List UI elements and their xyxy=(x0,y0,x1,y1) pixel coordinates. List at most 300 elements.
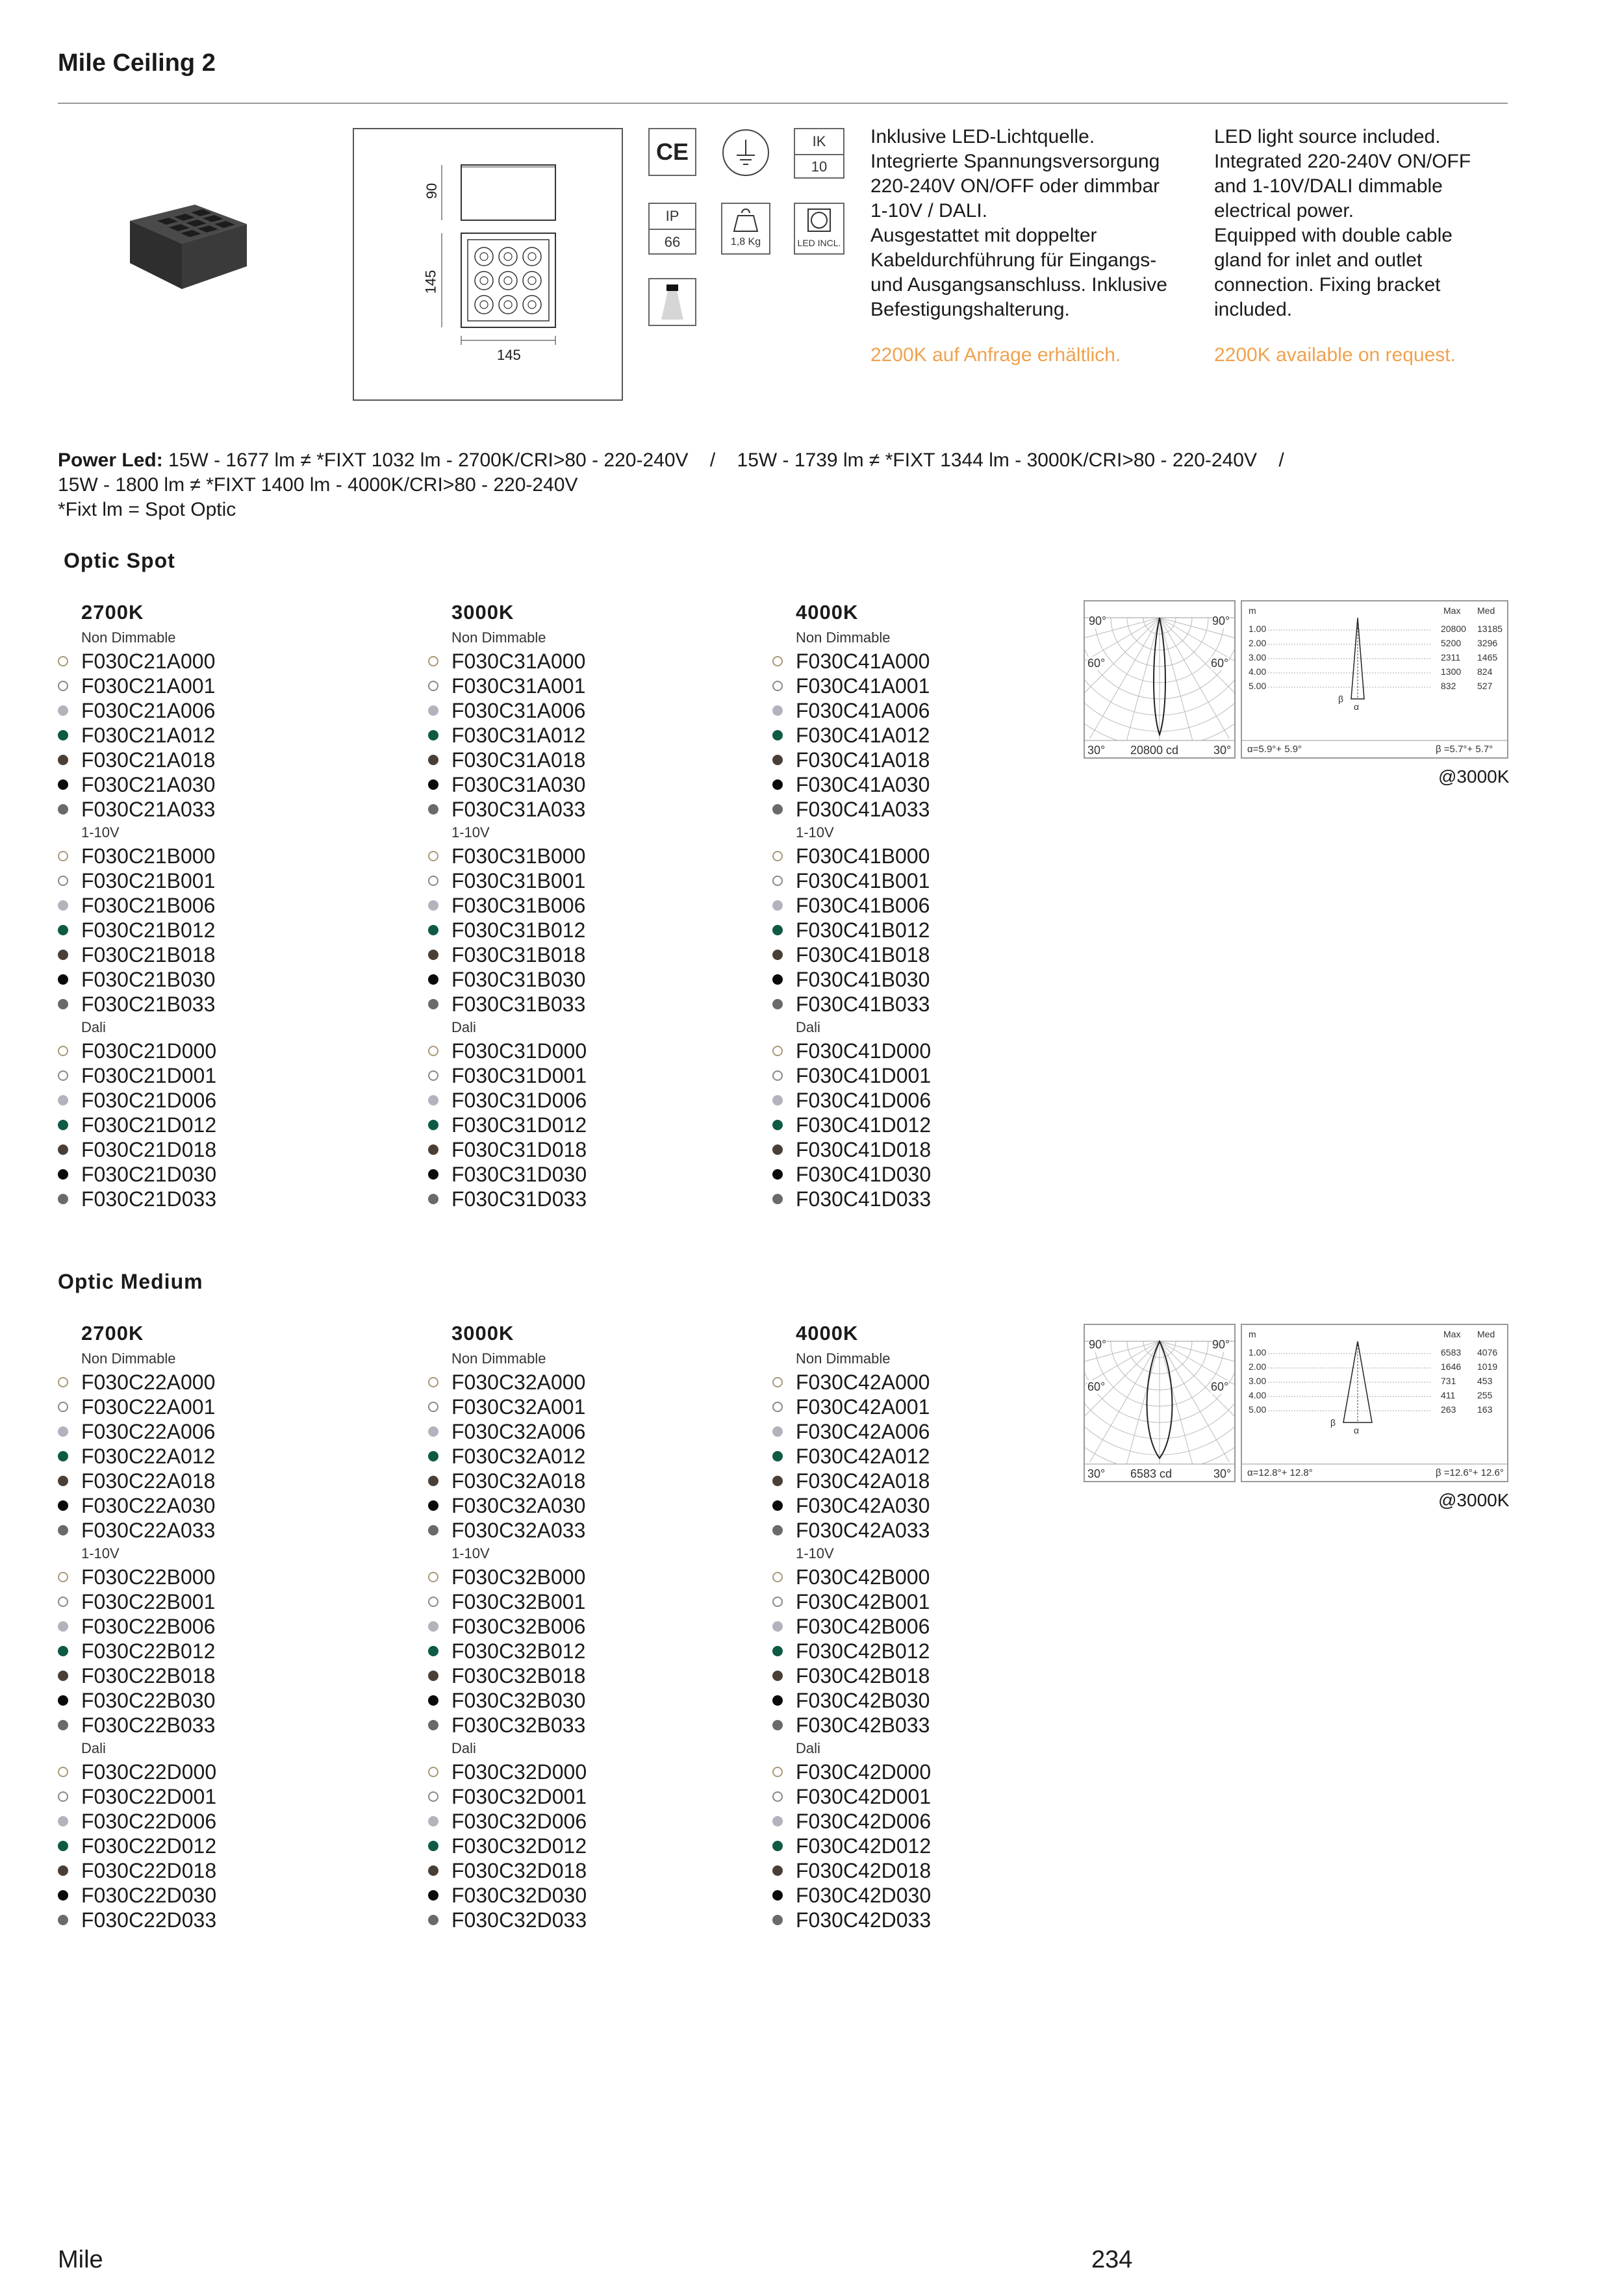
polar-angle-label: 90° xyxy=(1089,614,1107,627)
product-code: F030C42D006 xyxy=(796,1810,932,1833)
polar-angle-label: 90° xyxy=(1089,1338,1107,1351)
product-code-row xyxy=(81,1137,393,1162)
product-code: F030C32D001 xyxy=(451,1785,587,1808)
product-code-row xyxy=(451,1713,763,1737)
finish-color-swatch xyxy=(428,1500,438,1511)
finish-color-swatch xyxy=(428,1120,438,1130)
description-en: LED light source included. Integrated 220-240V ON/OFF and 1-10V/DALI dimmable electrical power. Equipped with double cable gland for inlet and outlet connection. Fixing bracket included. xyxy=(1214,126,1471,320)
finish-color-swatch xyxy=(58,779,68,790)
product-code: F030C42B018 xyxy=(796,1664,930,1687)
finish-color-swatch xyxy=(772,1500,783,1511)
product-code-row xyxy=(81,1858,393,1883)
finish-color-swatch xyxy=(58,1451,68,1461)
product-code-row xyxy=(81,772,393,797)
product-code: F030C32A018 xyxy=(451,1469,586,1493)
product-code: F030C41B033 xyxy=(796,992,930,1016)
finish-color-swatch xyxy=(428,1525,438,1535)
product-code-row xyxy=(451,1883,763,1908)
product-code: F030C32B033 xyxy=(451,1713,586,1737)
finish-color-swatch xyxy=(772,1865,783,1876)
product-code: F030C32D033 xyxy=(451,1908,587,1932)
product-code: F030C41B012 xyxy=(796,918,930,942)
product-code-row xyxy=(451,1589,763,1614)
product-code: F030C22A006 xyxy=(81,1420,216,1443)
med-lux-value: 1465 xyxy=(1477,652,1498,663)
product-code: F030C31B030 xyxy=(451,968,586,991)
finish-color-swatch xyxy=(772,1572,783,1582)
product-code-row xyxy=(81,649,393,674)
dim-width: 145 xyxy=(497,347,521,363)
product-code-row xyxy=(451,1162,763,1187)
product-code-row xyxy=(81,723,393,748)
product-code-row xyxy=(81,1370,393,1395)
finish-color-swatch xyxy=(772,1695,783,1706)
svg-text:CE: CE xyxy=(655,138,689,165)
finish-color-swatch xyxy=(428,1095,438,1105)
product-code-row xyxy=(451,1063,763,1088)
product-code: F030C22A000 xyxy=(81,1371,216,1394)
finish-color-swatch xyxy=(428,876,438,886)
column-heading: 3000K xyxy=(451,601,514,624)
product-code-row xyxy=(796,1639,1108,1663)
product-code: F030C31D006 xyxy=(451,1089,587,1112)
product-code: F030C31D033 xyxy=(451,1187,587,1211)
finish-color-swatch xyxy=(428,1890,438,1901)
product-code: F030C32A006 xyxy=(451,1420,586,1443)
product-code: F030C42D018 xyxy=(796,1859,932,1882)
footer-family: Mile xyxy=(58,2246,103,2273)
finish-color-swatch xyxy=(428,705,438,716)
table-header-m: m xyxy=(1249,605,1256,616)
finish-color-swatch xyxy=(428,1767,438,1777)
driver-group-label: Dali xyxy=(796,1740,820,1756)
product-code: F030C42D000 xyxy=(796,1760,932,1784)
product-code: F030C32B006 xyxy=(451,1615,586,1638)
product-code-row xyxy=(796,942,1108,967)
product-code: F030C31B018 xyxy=(451,943,586,966)
product-code-row xyxy=(451,1187,763,1211)
beta-angle: β =12.6°+ 12.6° xyxy=(1436,1467,1504,1478)
finish-color-swatch xyxy=(428,1402,438,1412)
finish-color-swatch xyxy=(772,1169,783,1180)
dim-side: 145 xyxy=(422,270,439,294)
finish-color-swatch xyxy=(58,876,68,886)
finish-color-swatch xyxy=(58,1169,68,1180)
product-code-row xyxy=(796,893,1108,918)
product-code-row xyxy=(81,893,393,918)
product-code: F030C31A018 xyxy=(451,748,586,772)
product-code: F030C22B033 xyxy=(81,1713,216,1737)
driver-group-label: 1-10V xyxy=(81,1545,120,1561)
page-number: 234 xyxy=(1091,2246,1133,2273)
max-lux-value: 832 xyxy=(1441,681,1456,691)
led-incl-label: LED INCL. xyxy=(797,238,841,248)
product-code: F030C21D030 xyxy=(81,1163,217,1186)
product-code-row xyxy=(451,1908,763,1932)
product-code: F030C31D030 xyxy=(451,1163,587,1186)
finish-color-swatch xyxy=(58,851,68,861)
product-code-row xyxy=(451,1113,763,1137)
driver-group-label: Non Dimmable xyxy=(451,1350,546,1367)
product-code: F030C22D006 xyxy=(81,1810,217,1833)
finish-color-swatch xyxy=(58,1144,68,1155)
finish-color-swatch xyxy=(428,1169,438,1180)
product-code-row xyxy=(451,1469,763,1493)
product-code: F030C32B030 xyxy=(451,1689,586,1712)
product-code-row xyxy=(796,1187,1108,1211)
product-code-row xyxy=(796,1784,1108,1809)
polar-curve-diagram xyxy=(1084,1324,1236,1482)
product-code-row xyxy=(451,1444,763,1469)
finish-color-swatch xyxy=(772,1841,783,1851)
column-heading: 4000K xyxy=(796,1322,859,1345)
product-code-row xyxy=(796,649,1108,674)
cct-column-2700k xyxy=(81,601,393,1211)
polar-angle-label: 30° xyxy=(1087,744,1106,757)
product-code: F030C21A018 xyxy=(81,748,216,772)
finish-color-swatch xyxy=(58,974,68,985)
alpha-symbol: α xyxy=(1354,1425,1360,1435)
product-code-row xyxy=(81,1713,393,1737)
finish-color-swatch xyxy=(58,1046,68,1056)
product-code-row xyxy=(81,1908,393,1932)
finish-color-swatch xyxy=(428,1451,438,1461)
finish-color-swatch xyxy=(772,681,783,691)
product-code: F030C22D018 xyxy=(81,1859,217,1882)
product-code: F030C32A012 xyxy=(451,1445,586,1468)
product-code-row xyxy=(451,748,763,772)
product-code-row xyxy=(796,1760,1108,1784)
finish-color-swatch xyxy=(58,1070,68,1081)
driver-group-label: Non Dimmable xyxy=(81,1350,176,1367)
product-code-row xyxy=(451,1137,763,1162)
finish-color-swatch xyxy=(58,656,68,666)
product-code-row xyxy=(451,893,763,918)
product-code-row xyxy=(451,1518,763,1543)
driver-group-label: Dali xyxy=(451,1740,476,1756)
finish-color-swatch xyxy=(58,999,68,1009)
finish-color-swatch xyxy=(428,1194,438,1204)
finish-color-swatch xyxy=(428,779,438,790)
distance-value: 3.00 xyxy=(1249,1376,1267,1386)
product-code: F030C21A000 xyxy=(81,650,216,673)
product-code-row xyxy=(796,918,1108,942)
product-code: F030C31A030 xyxy=(451,773,586,796)
driver-group-label: 1-10V xyxy=(451,1545,490,1561)
peak-intensity-label: 6583 cd xyxy=(1130,1467,1173,1480)
product-code-row xyxy=(796,1039,1108,1063)
finish-color-swatch xyxy=(772,876,783,886)
product-code: F030C42A001 xyxy=(796,1395,930,1419)
finish-color-swatch xyxy=(58,1120,68,1130)
product-code: F030C22A018 xyxy=(81,1469,216,1493)
finish-color-swatch xyxy=(772,1915,783,1925)
finish-color-swatch xyxy=(58,1500,68,1511)
note-2200k-de: 2200K auf Anfrage erhältlich. xyxy=(870,344,1121,366)
product-code-row xyxy=(81,1809,393,1834)
product-code-row xyxy=(81,1663,393,1688)
product-photo xyxy=(117,195,260,292)
product-code-row xyxy=(451,1809,763,1834)
polar-angle-label: 30° xyxy=(1087,1467,1106,1480)
ip-rating-badge: IP 66 xyxy=(648,203,696,255)
driver-group-label: Non Dimmable xyxy=(796,1350,891,1367)
product-code-row xyxy=(81,1688,393,1713)
table-header-max: Max xyxy=(1443,1329,1461,1339)
finish-color-swatch xyxy=(772,1377,783,1387)
product-code: F030C21B018 xyxy=(81,943,216,966)
finish-color-swatch xyxy=(428,804,438,815)
product-code: F030C41A012 xyxy=(796,724,930,747)
product-code-row xyxy=(81,1395,393,1419)
ce-mark-icon xyxy=(648,128,696,176)
product-code-row xyxy=(81,1614,393,1639)
product-code-row xyxy=(796,1419,1108,1444)
illuminance-table xyxy=(1241,600,1508,759)
product-code-row xyxy=(81,1113,393,1137)
product-code: F030C42B006 xyxy=(796,1615,930,1638)
product-code-row xyxy=(796,1137,1108,1162)
med-lux-value: 3296 xyxy=(1477,638,1498,648)
product-code-row xyxy=(451,1639,763,1663)
spot-optic-icon xyxy=(648,278,696,326)
driver-group-label: 1-10V xyxy=(796,824,834,840)
finish-color-swatch xyxy=(772,1671,783,1681)
finish-color-swatch xyxy=(772,1816,783,1826)
product-code-row xyxy=(81,1162,393,1187)
product-code-row xyxy=(451,1858,763,1883)
product-code: F030C21D018 xyxy=(81,1138,217,1161)
product-code: F030C41D033 xyxy=(796,1187,932,1211)
polar-angle-label: 60° xyxy=(1087,657,1106,670)
product-code: F030C21A033 xyxy=(81,798,216,821)
product-code: F030C21D006 xyxy=(81,1089,217,1112)
product-code: F030C31D000 xyxy=(451,1039,587,1063)
cct-column-4000k xyxy=(796,601,1108,1211)
table-header-max: Max xyxy=(1443,605,1461,616)
finish-color-swatch xyxy=(772,1120,783,1130)
product-code: F030C31B012 xyxy=(451,918,586,942)
product-code-row xyxy=(81,1834,393,1858)
product-code-row xyxy=(81,674,393,698)
finish-color-swatch xyxy=(772,730,783,740)
finish-color-swatch xyxy=(58,1841,68,1851)
product-code: F030C42B001 xyxy=(796,1590,930,1613)
product-code: F030C32B018 xyxy=(451,1664,586,1687)
product-code: F030C31B000 xyxy=(451,844,586,868)
product-code-row xyxy=(81,1039,393,1063)
finish-color-swatch xyxy=(58,1816,68,1826)
finish-color-swatch xyxy=(772,804,783,815)
page-title: Mile Ceiling 2 xyxy=(58,49,216,77)
finish-color-swatch xyxy=(428,1915,438,1925)
product-code: F030C41B000 xyxy=(796,844,930,868)
distance-value: 4.00 xyxy=(1249,666,1267,677)
product-code-row xyxy=(81,1883,393,1908)
product-code: F030C21B030 xyxy=(81,968,216,991)
product-code: F030C32A000 xyxy=(451,1371,586,1394)
product-code-row xyxy=(81,1784,393,1809)
product-code: F030C32A001 xyxy=(451,1395,586,1419)
power-line-3: *Fixt lm = Spot Optic xyxy=(58,499,236,520)
product-code-row xyxy=(796,1834,1108,1858)
product-code: F030C41B030 xyxy=(796,968,930,991)
polar-angle-label: 60° xyxy=(1211,1380,1229,1393)
finish-color-swatch xyxy=(428,1070,438,1081)
finish-color-swatch xyxy=(58,1194,68,1204)
product-code: F030C22B000 xyxy=(81,1565,216,1589)
finish-color-swatch xyxy=(772,1194,783,1204)
product-code: F030C32D018 xyxy=(451,1859,587,1882)
product-code-row xyxy=(796,797,1108,822)
product-code: F030C42A030 xyxy=(796,1494,930,1517)
finish-color-swatch xyxy=(58,1791,68,1802)
product-code: F030C22B001 xyxy=(81,1590,216,1613)
finish-color-swatch xyxy=(428,925,438,935)
product-code-row xyxy=(451,1760,763,1784)
product-code-row xyxy=(796,723,1108,748)
column-heading: 2700K xyxy=(81,601,144,624)
product-code: F030C22A033 xyxy=(81,1519,216,1542)
product-code-row xyxy=(451,1088,763,1113)
ik-rating-badge: IK 10 xyxy=(794,128,844,179)
finish-color-swatch xyxy=(428,1426,438,1437)
finish-color-swatch xyxy=(58,1476,68,1486)
driver-group-label: Non Dimmable xyxy=(81,629,176,646)
finish-color-swatch xyxy=(58,804,68,815)
product-code-row xyxy=(81,868,393,893)
max-lux-value: 1300 xyxy=(1441,666,1462,677)
finish-color-swatch xyxy=(58,1720,68,1730)
med-lux-value: 824 xyxy=(1477,666,1493,677)
product-code-row xyxy=(451,967,763,992)
product-code: F030C42B033 xyxy=(796,1713,930,1737)
product-code: F030C31D001 xyxy=(451,1064,587,1087)
product-code: F030C42A006 xyxy=(796,1420,930,1443)
cct-column-3000k xyxy=(451,601,763,1211)
power-led-label: Power Led: xyxy=(58,449,163,471)
finish-color-swatch xyxy=(428,656,438,666)
product-code-row xyxy=(796,1908,1108,1932)
finish-color-swatch xyxy=(58,1695,68,1706)
driver-group-label: Dali xyxy=(81,1019,106,1035)
product-code-row xyxy=(796,1395,1108,1419)
finish-color-swatch xyxy=(428,851,438,861)
finish-color-swatch xyxy=(428,730,438,740)
table-header-m: m xyxy=(1249,1329,1256,1339)
finish-color-swatch xyxy=(58,1095,68,1105)
finish-color-swatch xyxy=(428,1621,438,1632)
finish-color-swatch xyxy=(428,1720,438,1730)
product-code-row xyxy=(81,797,393,822)
product-code-row xyxy=(796,1614,1108,1639)
product-code-row xyxy=(81,1419,393,1444)
polar-angle-label: 60° xyxy=(1087,1380,1106,1393)
product-code: F030C22D033 xyxy=(81,1908,217,1932)
product-code: F030C41A033 xyxy=(796,798,930,821)
product-code-row xyxy=(451,918,763,942)
finish-color-swatch xyxy=(772,950,783,960)
power-line-1: 15W - 1677 lm ≠ *FIXT 1032 lm - 2700K/CRI>80 - 220-240V / 15W - 1739 lm ≠ *FIXT 1344 lm - 3000K/CRI>80 - 220-240V / xyxy=(168,449,1284,471)
distance-value: 2.00 xyxy=(1249,1361,1267,1372)
max-lux-value: 6583 xyxy=(1441,1347,1462,1358)
med-lux-value: 1019 xyxy=(1477,1361,1498,1372)
column-heading: 3000K xyxy=(451,1322,514,1345)
product-code: F030C32A030 xyxy=(451,1494,586,1517)
product-code: F030C21A012 xyxy=(81,724,216,747)
product-code: F030C31D018 xyxy=(451,1138,587,1161)
distance-value: 5.00 xyxy=(1249,681,1267,691)
product-code: F030C42D001 xyxy=(796,1785,932,1808)
product-code: F030C41D001 xyxy=(796,1064,932,1087)
product-code: F030C21A030 xyxy=(81,773,216,796)
product-code-row xyxy=(81,1639,393,1663)
finish-color-swatch xyxy=(772,1451,783,1461)
product-code-row xyxy=(81,1444,393,1469)
finish-color-swatch xyxy=(772,1402,783,1412)
product-code: F030C22D001 xyxy=(81,1785,217,1808)
finish-color-swatch xyxy=(772,1426,783,1437)
finish-color-swatch xyxy=(58,1890,68,1901)
finish-color-swatch xyxy=(428,1144,438,1155)
finish-color-swatch xyxy=(58,1572,68,1582)
product-code: F030C31A033 xyxy=(451,798,586,821)
product-code-row xyxy=(81,1187,393,1211)
finish-color-swatch xyxy=(772,656,783,666)
product-code-row xyxy=(796,1589,1108,1614)
product-code: F030C41A000 xyxy=(796,650,930,673)
product-code: F030C42B030 xyxy=(796,1689,930,1712)
finish-color-swatch xyxy=(428,900,438,911)
product-code-row xyxy=(796,1113,1108,1137)
finish-color-swatch xyxy=(772,1767,783,1777)
product-code: F030C32D000 xyxy=(451,1760,587,1784)
product-code: F030C21D001 xyxy=(81,1064,217,1087)
med-lux-value: 13185 xyxy=(1477,624,1503,634)
med-lux-value: 527 xyxy=(1477,681,1493,691)
finish-color-swatch xyxy=(58,730,68,740)
finish-color-swatch xyxy=(428,950,438,960)
product-code-row xyxy=(451,1834,763,1858)
dim-height: 90 xyxy=(424,183,440,199)
technical-drawing xyxy=(353,128,623,401)
finish-color-swatch xyxy=(772,999,783,1009)
finish-color-swatch xyxy=(428,1646,438,1656)
beta-symbol: β xyxy=(1338,694,1344,704)
led-incl-badge xyxy=(794,203,844,255)
note-2200k-en: 2200K available on request. xyxy=(1214,344,1456,366)
product-code-row xyxy=(451,1565,763,1589)
product-code: F030C41B001 xyxy=(796,869,930,892)
finish-color-swatch xyxy=(772,974,783,985)
finish-color-swatch xyxy=(772,1046,783,1056)
product-code: F030C21B012 xyxy=(81,918,216,942)
product-code: F030C31A012 xyxy=(451,724,586,747)
finish-color-swatch xyxy=(428,1816,438,1826)
driver-group-label: Dali xyxy=(796,1019,820,1035)
med-lux-value: 255 xyxy=(1477,1390,1493,1400)
product-code-row xyxy=(451,1493,763,1518)
finish-color-swatch xyxy=(772,705,783,716)
finish-color-swatch xyxy=(428,1572,438,1582)
finish-color-swatch xyxy=(58,705,68,716)
polar-angle-label: 90° xyxy=(1212,1338,1230,1351)
finish-color-swatch xyxy=(772,1621,783,1632)
finish-color-swatch xyxy=(428,1841,438,1851)
product-code-row xyxy=(796,1858,1108,1883)
product-code-row xyxy=(81,1088,393,1113)
finish-color-swatch xyxy=(428,1476,438,1486)
